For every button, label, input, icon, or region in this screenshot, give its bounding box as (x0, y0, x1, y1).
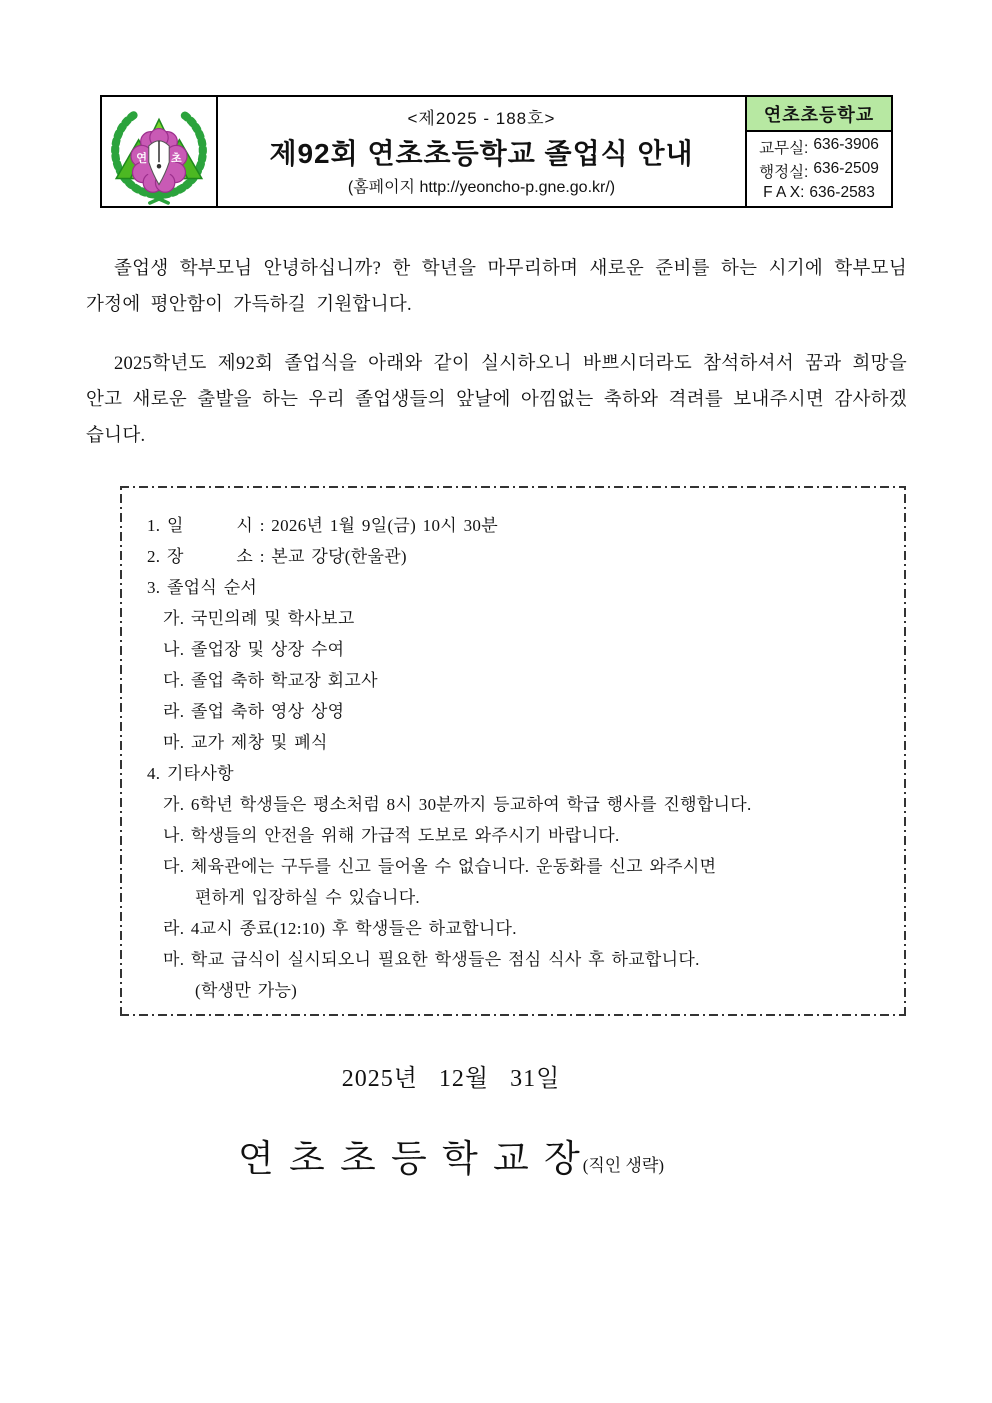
notice-line-program-c: 다. 졸업 축하 학교장 회고사 (163, 671, 378, 690)
contact-label: F A X: (763, 184, 805, 201)
seal-note: (직인 생략) (582, 1156, 664, 1175)
document-header (100, 95, 893, 208)
header-center (218, 97, 745, 206)
principal-signature: 연 초 초 등 학 교 장 (238, 1139, 583, 1180)
notice-line-etc-e-cont: (학생만 가능) (195, 981, 298, 1000)
contact-value: 636-2509 (813, 160, 879, 177)
body-text (86, 251, 907, 454)
dashed-border-bottom (120, 1014, 906, 1016)
emblem-left-char: 연 (136, 152, 148, 165)
notice-line-program: 3. 졸업식 순서 (147, 578, 258, 597)
notice-line-program-a: 가. 국민의례 및 학사보고 (163, 609, 355, 628)
contact-row-admin (751, 160, 887, 182)
greeting-paragraph: 졸업생 학부모님 안녕하십니까? 한 학년을 마무리하며 새로운 준비를 하는 시기에 학부모님 가정에 평안함이 가득하길 기원합니다. (86, 259, 907, 315)
school-logo (102, 97, 218, 206)
issue-date: 2025년 12월 31일 (341, 1066, 561, 1092)
notice-box (120, 486, 906, 1016)
notice-line-program-b: 나. 졸업장 및 상장 수여 (163, 640, 345, 659)
emblem-right-char: 초 (170, 152, 182, 165)
contact-label: 교무실: (759, 140, 809, 157)
contact-value: 636-2583 (809, 184, 875, 201)
notice-line-etc-a: 가. 6학년 학생들은 평소처럼 8시 30분까지 등교하여 학급 행사를 진행합니다. (163, 795, 752, 814)
notice-line-etc-c: 다. 체육관에는 구두를 신고 들어올 수 없습니다. 운동화를 신고 와주시면 (163, 857, 717, 876)
invitation-paragraph: 2025학년도 제92회 졸업식을 아래와 같이 실시하오니 바쁘시더라도 참석하셔서 꿈과 희망을 안고 새로운 출발을 하는 우리 졸업생들의 앞날에 아낌없는 축하와 격려를 보내주시면 감사하겠습니다. (86, 354, 907, 446)
notice-line-program-e: 마. 교가 제창 및 폐식 (163, 733, 328, 752)
contact-row-office (751, 136, 887, 158)
contact-rows (747, 132, 891, 206)
contact-row-fax (751, 184, 887, 202)
contact-value: 636-3906 (813, 136, 879, 153)
notice-line-program-d: 라. 졸업 축하 영상 상영 (163, 702, 345, 721)
contact-label: 행정실: (759, 164, 809, 181)
dashed-border-right (904, 486, 906, 1016)
notice-line-etc-d: 라. 4교시 종료(12:10) 후 학생들은 하교합니다. (163, 919, 517, 938)
notice-line-etc: 4. 기타사항 (147, 764, 234, 783)
notice-line-datetime: 1. 일 시 : 2026년 1월 9일(금) 10시 30분 (147, 516, 498, 535)
doc-number: <제2025 - 188호> (407, 109, 556, 128)
contact-box (745, 97, 891, 206)
school-name-badge: 연초초등학교 (747, 97, 891, 132)
page-title: 제92회 연초초등학교 졸업식 안내 (269, 137, 694, 169)
dashed-border-left (120, 486, 122, 1016)
notice-line-etc-b: 나. 학생들의 안전을 위해 가급적 도보로 와주시기 바랍니다. (163, 826, 620, 845)
dashed-border-top (120, 486, 906, 488)
signature-line (100, 1128, 802, 1182)
school-emblem-icon (108, 99, 210, 205)
notice-line-etc-e: 마. 학교 급식이 실시되오니 필요한 학생들은 점심 식사 후 하교합니다. (163, 950, 700, 969)
notice-line-etc-c-cont: 편하게 입장하실 수 있습니다. (195, 888, 420, 907)
notice-line-place: 2. 장 소 : 본교 강당(한울관) (147, 547, 407, 566)
homepage-url: (홈페이지 http://yeoncho-p.gne.go.kr/) (347, 179, 616, 196)
